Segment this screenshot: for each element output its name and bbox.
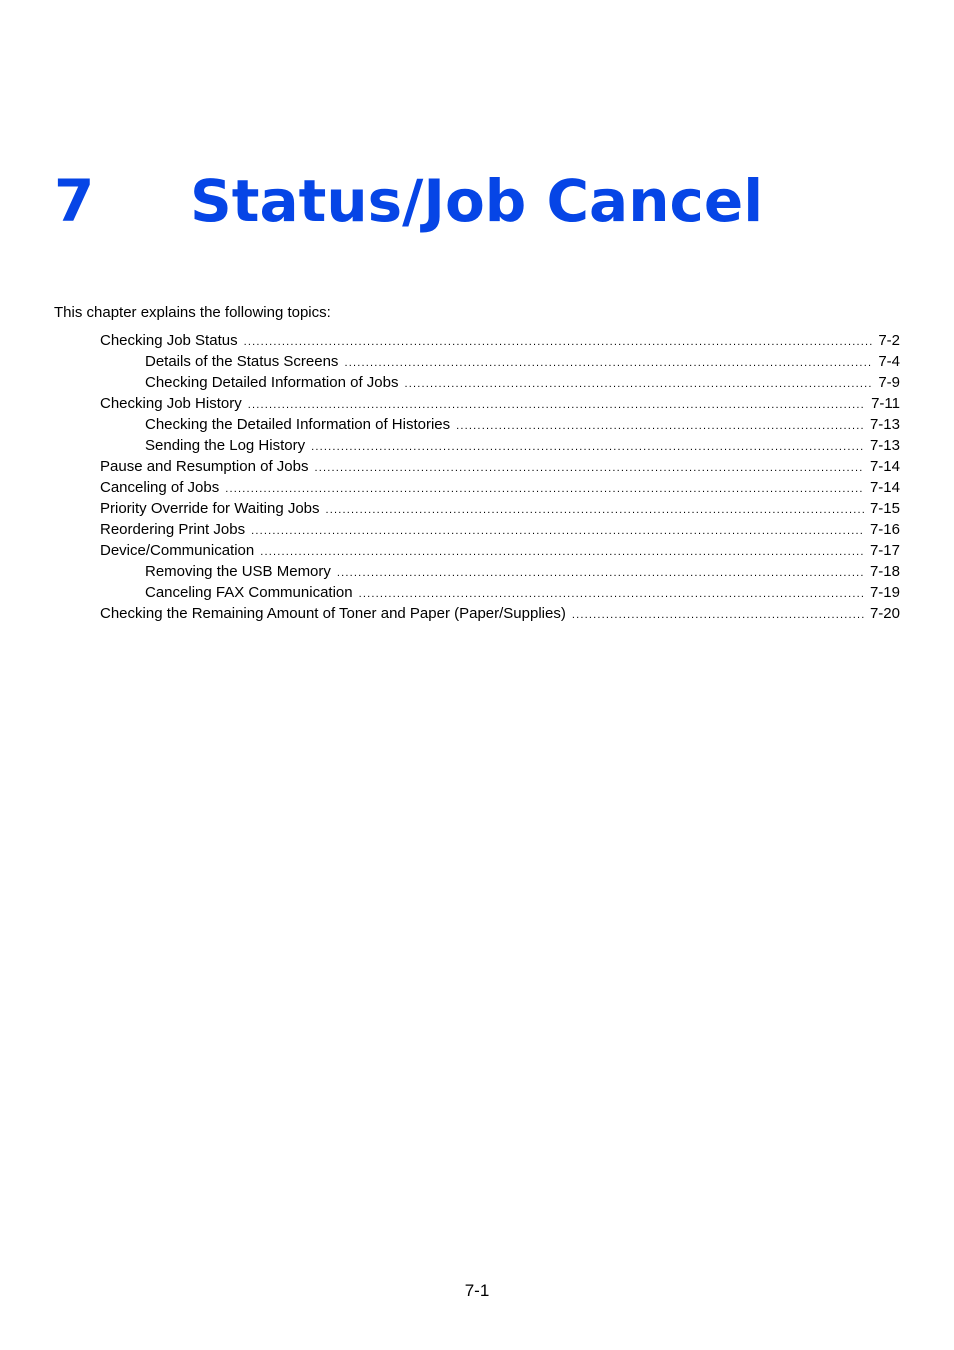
toc-dot-leader (359, 585, 864, 603)
toc-dot-leader (225, 480, 864, 498)
toc-entry-label: Checking Detailed Information of Jobs (145, 374, 399, 391)
toc-entry[interactable] (100, 584, 900, 605)
toc-entry-label: Checking the Detailed Information of Histories (145, 416, 451, 433)
toc-dot-leader (404, 375, 872, 393)
toc-dot-leader (244, 333, 873, 351)
toc-entry[interactable] (100, 458, 900, 479)
toc-entry[interactable] (100, 542, 900, 563)
toc-dot-leader (572, 606, 864, 624)
toc-dot-leader (326, 501, 864, 519)
toc-entry-label: Removing the USB Memory (145, 563, 331, 580)
toc-entry[interactable] (100, 521, 900, 542)
toc-entry-page: 7-18 (869, 563, 900, 580)
toc-entry-page: 7-14 (869, 479, 900, 496)
toc-dot-leader (311, 438, 864, 456)
toc-entry-label: Priority Override for Waiting Jobs (100, 500, 320, 517)
toc-entry[interactable] (100, 437, 900, 458)
toc-entry[interactable] (100, 563, 900, 584)
toc-entry-label: Details of the Status Screens (145, 353, 339, 370)
toc-entry[interactable] (100, 332, 900, 353)
toc-entry[interactable] (100, 416, 900, 437)
toc-entry-page: 7-16 (869, 521, 900, 538)
toc-dot-leader (248, 396, 865, 414)
toc-entry-page: 7-4 (878, 353, 900, 370)
toc-entry[interactable] (100, 500, 900, 521)
toc-dot-leader (344, 354, 872, 372)
toc-entry-page: 7-2 (878, 332, 900, 349)
toc-dot-leader (251, 522, 864, 540)
toc-entry-page: 7-17 (869, 542, 900, 559)
page-number: 7-1 (464, 1281, 490, 1300)
toc-entry[interactable] (100, 479, 900, 500)
toc-entry[interactable] (100, 395, 900, 416)
toc-dot-leader (314, 459, 864, 477)
toc-entry-page: 7-19 (869, 584, 900, 601)
toc-entry-page: 7-9 (878, 374, 900, 391)
toc-entry-label: Checking Job History (100, 395, 242, 412)
toc-entry-label: Reordering Print Jobs (100, 521, 246, 538)
toc-dot-leader (260, 543, 864, 561)
toc-dot-leader (456, 417, 864, 435)
table-of-contents (100, 332, 900, 626)
toc-entry-label: Canceling FAX Communication (145, 584, 353, 601)
toc-entry-page: 7-13 (869, 437, 900, 454)
toc-dot-leader (337, 564, 864, 582)
toc-entry-page: 7-11 (871, 395, 900, 412)
toc-entry-label: Checking Job Status (100, 332, 238, 349)
toc-entry-page: 7-15 (869, 500, 900, 517)
chapter-number: 7 (54, 167, 95, 235)
toc-entry-page: 7-13 (869, 416, 900, 433)
toc-entry[interactable] (100, 353, 900, 374)
toc-entry[interactable] (100, 374, 900, 395)
toc-entry-label: Canceling of Jobs (100, 479, 220, 496)
toc-entry-label: Sending the Log History (145, 437, 306, 454)
toc-entry[interactable] (100, 605, 900, 626)
toc-entry-label: Checking the Remaining Amount of Toner and Paper (Paper/Supplies) (100, 605, 566, 622)
toc-entry-label: Pause and Resumption of Jobs (100, 458, 309, 475)
intro-text: This chapter explains the following topics: (54, 304, 331, 321)
toc-entry-label: Device/Communication (100, 542, 255, 559)
chapter-title: Status/Job Cancel (190, 167, 764, 235)
toc-entry-page: 7-20 (869, 605, 900, 622)
toc-entry-page: 7-14 (869, 458, 900, 475)
